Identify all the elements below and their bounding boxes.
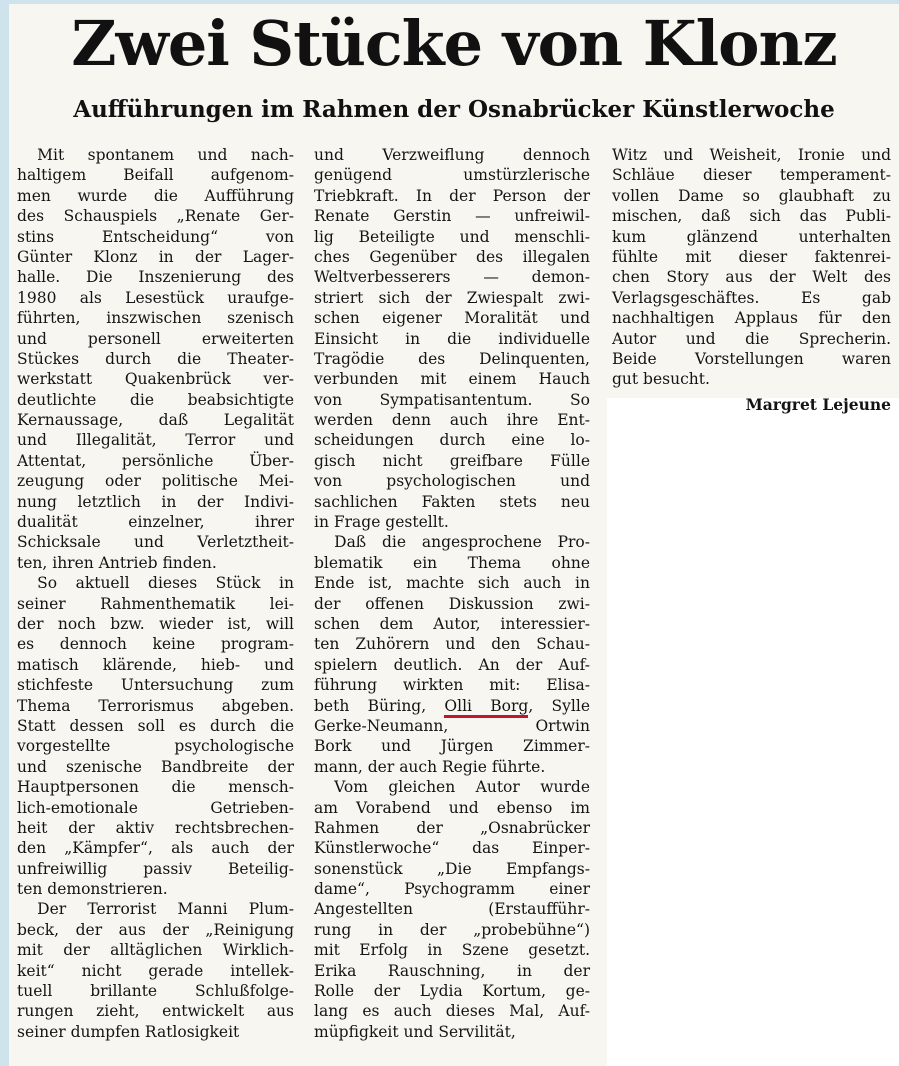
text-line: rung in der „probebühne“) [314,920,590,939]
text-line: und Verzweiflung dennoch [314,146,590,164]
text-line: Günter Klonz in der Lager- [17,247,294,266]
text-line: Witz und Weisheit, Ironie und [612,146,891,164]
text-line: Schicksale und Verletztheit- [17,533,294,552]
paragraph [17,899,294,1042]
text-line: ten demonstrieren. [17,880,168,899]
text-line: kum glänzend unterhalten [612,227,891,246]
text-line: beck, der aus der „Reinigung [17,920,294,939]
text-line: vorgestellte psychologische [17,737,294,756]
text-line: sonenstück „Die Empfangs- [314,859,590,878]
text-line: blematik ein Thema ohne [314,553,590,572]
text-line: von Sympatisantentum. So [314,390,590,409]
paragraph [314,777,590,1042]
text-line: Kernaussage, daß Legalität [17,411,294,430]
text-line: Schläue dieser temperament- [612,166,891,185]
text-line: Künstlerwoche“ das Einper- [314,839,590,858]
text-line: schen eigener Moralität und [314,309,590,328]
text-line: matisch klärende, hieb- und [17,655,294,674]
text-line: deutlichte die beabsichtigte [17,390,294,409]
text-line: scheidungen durch eine lo- [314,431,590,450]
text-line: Beide Vorstellungen waren [612,349,891,368]
text-line: So aktuell dieses Stück in [37,574,294,593]
text-line: von psychologischen und [314,472,590,491]
text-line: und Illegalität, Terror und [17,431,294,450]
text-line: men wurde die Aufführung [17,186,294,205]
text-line: Bork und Jürgen Zimmer- [314,737,590,756]
text-line: Verlagsgeschäftes. Es gab [612,288,891,307]
text-line: mit der alltäglichen Wirklich- [17,941,294,960]
text-line: seiner dumpfen Ratlosigkeit [17,1022,240,1041]
text-line: müpfigkeit und Servilität, [314,1022,516,1041]
text-line: stins Entscheidung“ von [17,227,294,246]
text-line: vollen Dame so glaubhaft zu [612,186,891,205]
text-line: 1980 als Lesestück uraufge- [17,288,294,307]
text-line: keit“ nicht gerade intellek- [17,961,294,980]
text-line: Attentat, persönliche Über- [17,451,294,470]
text-line: der noch bzw. wieder ist, will [17,614,294,633]
text-line: gisch nicht greifbare Fülle [314,451,590,470]
highlighted-name: Olli Borg [444,697,528,718]
text-line: Erika Rauschning, in der [314,961,590,980]
text-line: den „Kämpfer“, als auch der [17,839,294,858]
text-line: stichfeste Untersuchung zum [17,676,294,695]
paragraph [314,532,590,777]
paragraph [17,145,294,573]
text-line: spielern deutlich. An der Auf- [314,655,590,674]
text-line: der offenen Diskussion zwi- [314,594,590,613]
text-line: striert sich der Zwiespalt zwi- [314,288,590,307]
text-line: Hauptpersonen die mensch- [17,778,294,797]
text-line: rungen zieht, entwickelt aus [17,1002,294,1021]
text-line: es dennoch keine program- [17,635,294,654]
text-line: beth Büring, Olli Borg, Sylle [314,696,590,716]
text-line: nachhaltigen Applaus für den [612,309,891,328]
text-line: Ende ist, machte sich auch in [314,574,590,593]
text-line: Mit spontanem und nach- [37,146,294,164]
text-line: nung letztlich in der Indivi- [17,492,294,511]
paragraph [612,145,891,390]
text-line: Stückes durch die Theater- [17,349,294,368]
text-line: Angestellten (Erstaufführ- [314,900,590,919]
text-line: dualität einzelner, ihrer [17,513,294,532]
text-line: führten, inszwischen szenisch [17,309,294,328]
text-line: lig Beteiligte und menschli- [314,227,590,246]
article-headline: Zwei Stücke von Klonz [71,7,837,80]
text-line: gut besucht. [612,370,710,389]
text-line: dame“, Psychogramm einer [314,880,590,899]
text-line: Der Terrorist Manni Plum- [37,900,294,919]
text-line: zeugung oder politische Mei- [17,472,294,491]
author-byline: Margret Lejeune [745,394,891,414]
text-line: Rolle der Lydia Kortum, ge- [314,982,590,1001]
text-line: ten Zuhörern und den Schau- [314,635,590,654]
text-line: und personell erweiterten [17,329,294,348]
text-line: am Vorabend und ebenso im [314,798,590,817]
text-line: mann, der auch Regie führte. [314,757,546,776]
paragraph [17,573,294,899]
text-line: ches Gegenüber des illegalen [314,247,590,266]
background-margin [0,0,9,1066]
text-line: lang es auch dieses Mal, Auf- [314,1002,590,1021]
text-line: chen Story aus der Welt des [612,268,891,287]
article-column-3-body [612,145,891,390]
article-column-3 [612,145,891,416]
text-line: werden denn auch ihre Ent- [314,411,590,430]
text-line: führung wirkten mit: Elisa- [314,676,590,695]
text-line: Rahmen der „Osnabrücker [314,818,590,837]
text-line: Gerke-Neumann, Ortwin [314,716,590,735]
text-line: Autor und die Sprecherin. [612,329,891,348]
text-line: lich-emotionale Getrieben- [17,798,294,817]
text-line: und szenische Bandbreite der [17,757,294,776]
text-line: seiner Rahmenthematik lei- [17,594,294,613]
text-line: Weltverbesserers — demon- [314,268,590,287]
article-column-2 [314,145,590,1042]
text-line: verbunden mit einem Hauch [314,370,590,389]
text-line: schen dem Autor, interessier- [314,614,590,633]
text-line: tuell brillante Schlußfolge- [17,982,294,1001]
article-subheadline: Aufführungen im Rahmen der Osnabrücker Künstlerwoche [73,96,835,123]
text-line: Einsicht in die individuelle [314,329,590,348]
text-line: werkstatt Quakenbrück ver- [17,370,294,389]
text-line: halle. Die Inszenierung des [17,268,294,287]
text-line: fühlte mit dieser faktenrei- [612,247,891,266]
text-line: des Schauspiels „Renate Ger- [17,207,294,226]
text-line: genügend umstürzlerische [314,166,590,185]
text-line: sachlichen Fakten stets neu [314,492,590,511]
text-line: mischen, daß sich das Publi- [612,207,891,226]
text-line: unfreiwillig passiv Beteilig- [17,859,294,878]
text-line: Daß die angesprochene Pro- [334,533,590,552]
text-line: Renate Gerstin — unfreiwil- [314,207,590,226]
text-line: ten, ihren Antrieb finden. [17,553,217,572]
article-column-1 [17,145,294,1042]
text-line: heit der aktiv rechtsbrechen- [17,818,294,837]
text-line: in Frage gestellt. [314,513,449,532]
text-line: Tragödie des Delinquenten, [314,349,590,368]
text-line: haltigem Beifall aufgenom- [17,166,294,185]
text-line: Vom gleichen Autor wurde [334,778,590,797]
paragraph [314,145,590,532]
text-line: Thema Terrorismus abgeben. [17,696,294,715]
text-line: Triebkraft. In der Person der [314,186,590,205]
text-line: mit Erfolg in Szene gesetzt. [314,941,590,960]
text-line: Statt dessen soll es durch die [17,716,294,735]
